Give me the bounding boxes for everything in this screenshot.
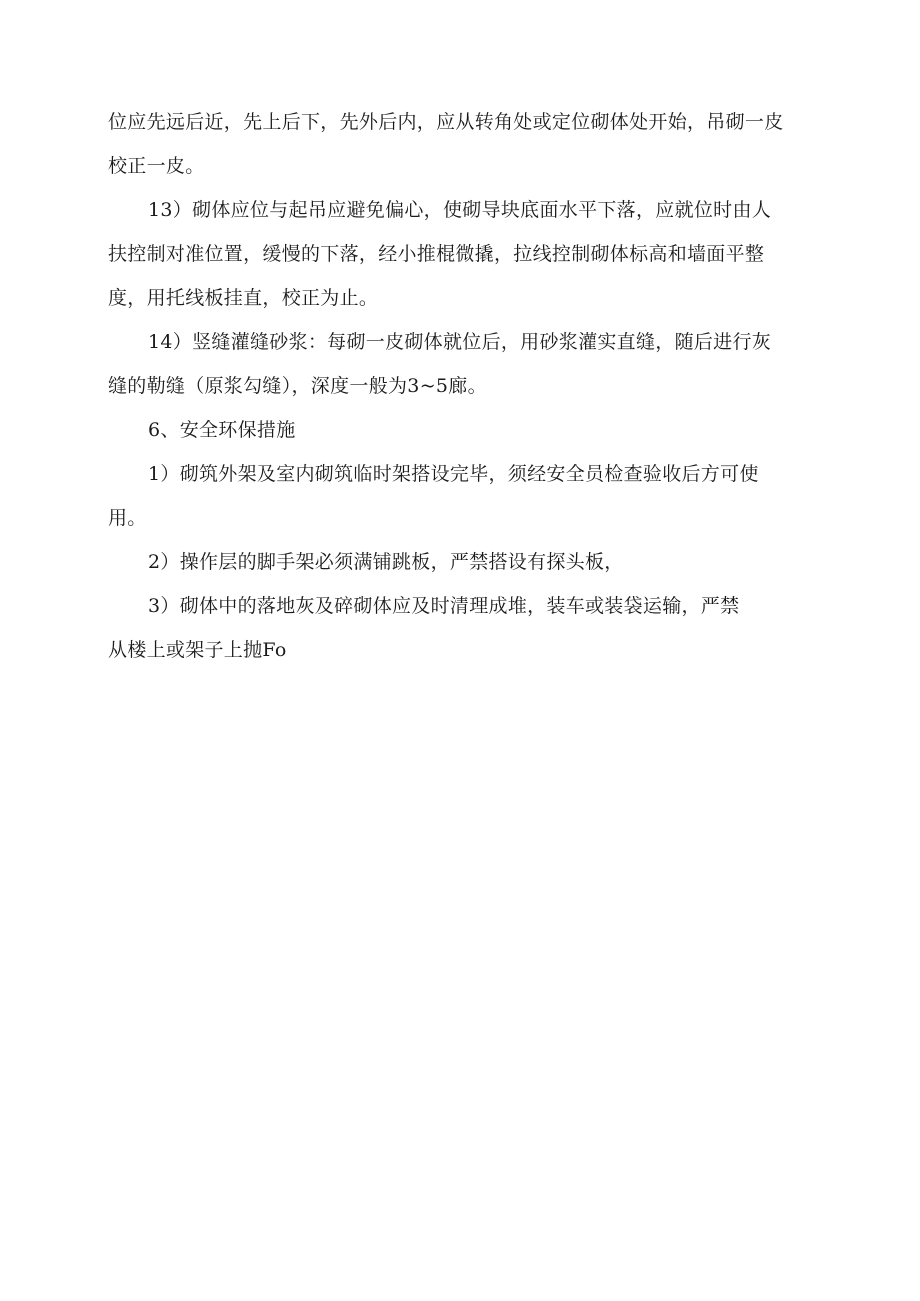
text-line: 14）竖缝灌缝砂浆：每砌一皮砌体就位后，用砂浆灌实直缝，随后进行灰 — [148, 331, 772, 353]
text-line: 3）砌体中的落地灰及碎砌体应及时清理成堆，装车或装袋运输，严禁 — [148, 595, 740, 617]
paragraph-safety-1 — [108, 452, 820, 540]
paragraph-item-14 — [108, 320, 820, 408]
heading-text: 6、安全环保措施 — [148, 419, 296, 441]
paragraph-safety-3 — [108, 584, 820, 672]
text-line: 从楼上或架子上抛Fo — [108, 639, 287, 661]
text-line: 用。 — [108, 507, 147, 529]
text-line: 2）操作层的脚手架必须满铺跳板，严禁搭设有探头板， — [148, 551, 624, 573]
section-heading-safety — [108, 408, 820, 452]
text-line: 缝的勒缝（原浆勾缝），深度一般为3~5廊。 — [108, 375, 487, 397]
document-body — [108, 100, 820, 672]
paragraph-continuation — [108, 100, 820, 188]
text-line: 13）砌体应位与起吊应避免偏心，使砌导块底面水平下落，应就位时由人 — [148, 199, 772, 221]
text-line: 校正一皮。 — [108, 155, 205, 177]
text-line: 1）砌筑外架及室内砌筑临时架搭设完毕，须经安全员检查验收后方可使 — [148, 463, 759, 485]
text-line: 位应先远后近，先上后下，先外后内，应从转角处或定位砌体处开始，吊砌一皮 — [108, 111, 784, 133]
text-line: 扶控制对准位置，缓慢的下落，经小推棍微撬，拉线控制砌体标高和墙面平整 — [108, 243, 765, 265]
paragraph-safety-2 — [108, 540, 820, 584]
text-line: 度，用托线板挂直，校正为止。 — [108, 287, 379, 309]
paragraph-item-13 — [108, 188, 820, 320]
